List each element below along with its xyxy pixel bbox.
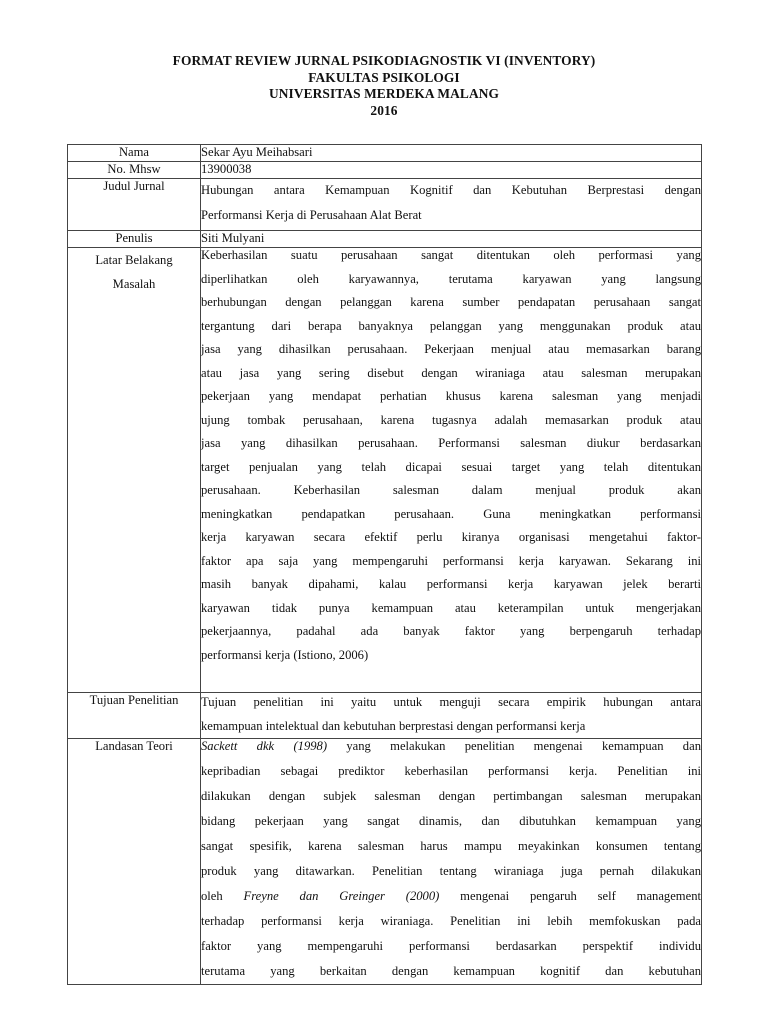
- landasan-line: bidang pekerjaan yang sangat dinamis, dan dibutuhkan kemampuan yang: [201, 814, 701, 828]
- latar-paragraph: [201, 244, 701, 667]
- label-latar: [68, 248, 201, 693]
- judul-line-1: Hubungan antara Kemampuan Kognitif dan Kebutuhan Berprestasi dengan: [201, 183, 701, 197]
- landasan-line: terhadap performansi kerja wiraniaga. Penelitian ini lebih memfokuskan pada: [201, 914, 701, 928]
- row-latar: [68, 248, 702, 693]
- label-nama: Nama: [68, 145, 201, 162]
- row-nim: [68, 162, 702, 179]
- row-nama: [68, 145, 702, 162]
- latar-line: atau jasa yang sering disebut dengan wiraniaga atau salesman merupakan: [201, 365, 701, 380]
- value-tujuan: [201, 693, 702, 739]
- landasan-line: kepribadian sebagai prediktor keberhasilan performansi kerja. Penelitian ini: [201, 764, 701, 778]
- citation-sackett: Sackett dkk (1998): [201, 739, 328, 753]
- label-tujuan: Tujuan Penelitian: [68, 693, 201, 739]
- latar-line: jasa yang dihasilkan perusahaan. Performansi salesman diukur berdasarkan: [201, 436, 701, 450]
- landasan-line-1-text: yang melakukan penelitian mengenai kemampuan dan: [327, 739, 701, 753]
- value-nim: 13900038: [201, 162, 702, 179]
- latar-line: tergantung dari berapa banyaknya pelanggan yang menggunakan produk atau: [201, 318, 701, 333]
- latar-line: pekerjaannya, padahal ada banyak faktor yang berpengaruh terhadap: [201, 624, 701, 638]
- landasan-paragraph: [201, 734, 701, 984]
- latar-line: target penjualan yang telah dicapai sesuai target yang telah ditentukan: [201, 459, 701, 474]
- header-faculty: FAKULTAS PSIKOLOGI: [308, 69, 460, 85]
- value-latar: [201, 248, 702, 693]
- landasan-line: faktor yang mempengaruhi performansi berdasarkan perspektif individu: [201, 939, 701, 953]
- landasan-line: sangat spesifik, karena salesman harus mampu meyakinkan konsumen tentang: [201, 839, 701, 853]
- value-penulis: Siti Mulyani: [201, 231, 702, 248]
- label-latar-line-1: Latar Belakang: [95, 253, 173, 267]
- latar-line: faktor apa saja yang mempengaruhi performansi kerja karyawan. Sekarang ini: [201, 553, 701, 568]
- landasan-line: [201, 734, 701, 759]
- latar-line: karyawan tidak punya kemampuan atau keterampilan untuk mengerjakan: [201, 600, 701, 615]
- tujuan-line-2: kemampuan intelektual dan kebutuhan berprestasi dengan performansi kerja: [201, 718, 586, 733]
- latar-line: masih banyak dipahami, kalau performansi kerja karyawan jelek berarti: [201, 577, 701, 591]
- label-penulis: Penulis: [68, 231, 201, 248]
- header-university: UNIVERSITAS MERDEKA MALANG: [268, 86, 500, 101]
- value-landasan: [201, 739, 702, 985]
- landasan-line: [201, 884, 701, 909]
- citation-freyne: Freyne dan Greinger (2000): [243, 889, 440, 903]
- value-judul: [201, 179, 702, 231]
- latar-line: performansi kerja (Istiono, 2006): [201, 647, 369, 662]
- header-title: FORMAT REVIEW JURNAL PSIKODIAGNOSTIK VI (INVENTORY): [172, 53, 596, 68]
- label-latar-line-2: Masalah: [112, 277, 156, 291]
- latar-line: berhubungan dengan pelanggan karena sumber pendapatan perusahaan sangat: [201, 295, 701, 309]
- label-nim: No. Mhsw: [68, 162, 201, 179]
- latar-line: Keberhasilan suatu perusahaan sangat ditentukan oleh performasi yang: [201, 248, 701, 262]
- landasan-line: dilakukan dengan subjek salesman dengan pertimbangan salesman merupakan: [201, 789, 701, 803]
- tujuan-line-1: Tujuan penelitian ini yaitu untuk menguji secara empirik hubungan antara: [201, 695, 701, 709]
- row-judul: [68, 179, 702, 231]
- judul-line-2: Performansi Kerja di Perusahaan Alat Berat: [201, 208, 422, 222]
- latar-line: pekerjaan yang mendapat perhatian khusus karena salesman yang menjadi: [201, 389, 701, 403]
- latar-line: diperlihatkan oleh karyawannya, terutama karyawan yang langsung: [201, 271, 701, 286]
- document-header: [0, 53, 768, 119]
- label-landasan: Landasan Teori: [68, 739, 201, 985]
- latar-line: kerja karyawan secara efektif perlu kiranya organisasi mengetahui faktor-: [201, 530, 701, 544]
- row-landasan: [68, 739, 702, 985]
- landasan-line-7-pre: oleh: [201, 889, 244, 903]
- landasan-line: terutama yang berkaitan dengan kemampuan kognitif dan kebutuhan: [201, 964, 701, 978]
- label-judul: Judul Jurnal: [68, 179, 201, 231]
- header-year: 2016: [370, 102, 398, 118]
- value-nama: Sekar Ayu Meihabsari: [201, 145, 702, 162]
- review-table: [67, 144, 702, 985]
- landasan-line: produk yang ditawarkan. Penelitian tentang wiraniaga juga pernah dilakukan: [201, 864, 701, 878]
- row-tujuan: [68, 693, 702, 739]
- latar-line: meningkatkan pendapatkan perusahaan. Guna meningkatkan performansi: [201, 506, 701, 521]
- latar-line: perusahaan. Keberhasilan salesman dalam menjual produk akan: [201, 483, 701, 497]
- latar-line: ujung tombak perusahaan, karena tugasnya adalah memasarkan produk atau: [201, 412, 701, 427]
- landasan-line-7-text: mengenai pengaruh self management: [439, 889, 701, 903]
- latar-line: jasa yang dihasilkan perusahaan. Pekerjaan menjual atau memasarkan barang: [201, 342, 701, 356]
